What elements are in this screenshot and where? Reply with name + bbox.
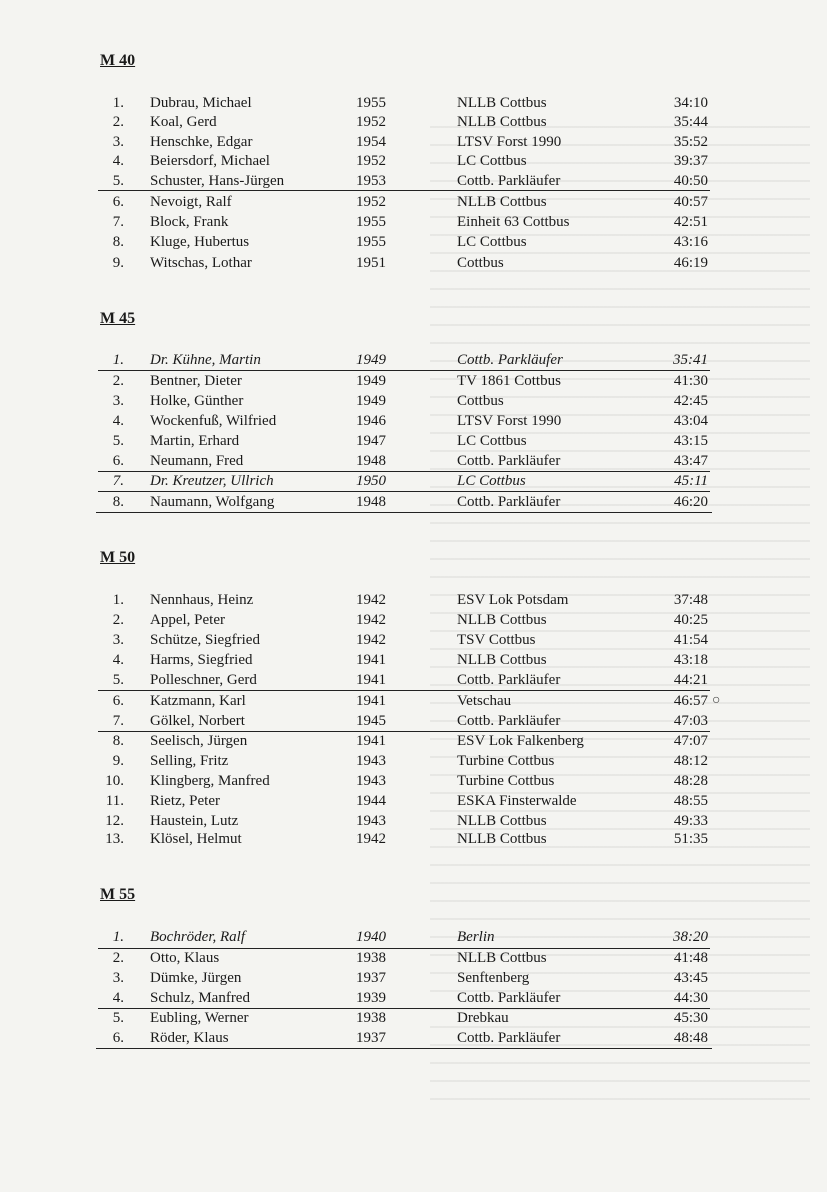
place: 8. [112,733,124,749]
club: LC Cottbus [457,473,526,489]
runner-name: Nennhaus, Heinz [150,592,254,608]
birth-year: 1941 [356,652,386,668]
birth-year: 1949 [356,373,386,389]
birth-year: 1937 [356,970,386,986]
runner-name: Naumann, Wolfgang [150,494,275,510]
place: 3. [112,632,124,648]
table-row [0,212,827,232]
place: 6. [112,1030,124,1046]
finish-time: 37:48 [673,592,708,608]
table-row [0,590,827,610]
finish-time: 49:33 [673,813,708,829]
place: 4. [112,990,124,1006]
runner-name: Bochröder, Ralf [150,929,245,945]
table-row [0,691,827,711]
birth-year: 1940 [356,929,386,945]
table-row [0,829,827,849]
birth-year: 1949 [356,352,386,368]
birth-year: 1942 [356,592,386,608]
club: Berlin [457,929,495,945]
finish-time: 44:30 [673,990,708,1006]
club: NLLB Cottbus [457,194,547,210]
birth-year: 1950 [356,473,386,489]
finish-time: 42:51 [673,214,708,230]
birth-year: 1948 [356,453,386,469]
table-row [0,1028,827,1048]
margin-circle-mark: ○ [712,693,721,708]
runner-name: Otto, Klaus [150,950,220,966]
section-heading: M 50 [100,549,136,566]
section-end-line [96,512,712,513]
finish-time: 44:21 [673,672,708,688]
runner-name: Katzmann, Karl [150,693,246,709]
runner-name: Bentner, Dieter [150,373,242,389]
table-row [0,731,827,751]
table-row [0,411,827,431]
finish-time: 45:11 [674,473,708,489]
club: ESV Lok Potsdam [457,592,569,608]
place: 5. [112,433,124,449]
table-row [0,391,827,411]
birth-year: 1942 [356,632,386,648]
place: 4. [112,153,124,169]
table-row [0,451,827,471]
runner-name: Haustein, Lutz [150,813,239,829]
finish-time: 43:45 [673,970,708,986]
finish-time: 41:48 [673,950,708,966]
table-row [0,112,827,132]
birth-year: 1942 [356,831,386,847]
finish-time: 45:30 [673,1010,708,1026]
finish-time: 43:16 [673,234,708,250]
finish-time: 40:25 [673,612,708,628]
runner-name: Klösel, Helmut [150,831,242,847]
runner-name: Neumann, Fred [150,453,244,469]
birth-year: 1939 [356,990,386,1006]
table-row [0,948,827,968]
birth-year: 1938 [356,950,386,966]
birth-year: 1941 [356,733,386,749]
club: Senftenberg [457,970,530,986]
birth-year: 1954 [356,134,386,150]
club: ESKA Finsterwalde [457,793,577,809]
club: Cottbus [457,393,504,409]
runner-name: Martin, Erhard [150,433,240,449]
club: LTSV Forst 1990 [457,413,562,429]
finish-time: 35:41 [673,352,708,368]
club: LC Cottbus [457,153,527,169]
finish-time: 47:03 [673,713,708,729]
runner-name: Appel, Peter [150,612,225,628]
place: 3. [112,970,124,986]
table-row [0,171,827,191]
birth-year: 1938 [356,1010,386,1026]
club: NLLB Cottbus [457,95,547,111]
place: 6. [112,453,124,469]
birth-year: 1946 [356,413,386,429]
runner-name: Harms, Siegfried [150,652,253,668]
finish-time: 35:52 [673,134,708,150]
table-row [0,811,827,831]
runner-name: Nevoigt, Ralf [150,194,232,210]
table-row [0,751,827,771]
runner-name: Beiersdorf, Michael [150,153,270,169]
birth-year: 1943 [356,773,386,789]
runner-name: Witschas, Lothar [150,255,252,271]
runner-name: Wockenfuß, Wilfried [150,413,277,429]
finish-time: 40:57 [673,194,708,210]
finish-time: 34:10 [673,95,708,111]
club: LC Cottbus [457,234,527,250]
place: 1. [112,352,124,368]
birth-year: 1952 [356,114,386,130]
finish-time: 43:15 [673,433,708,449]
runner-name: Dr. Kühne, Martin [150,352,261,368]
runner-name: Henschke, Edgar [150,134,253,150]
runner-name: Seelisch, Jürgen [150,733,248,749]
club: Cottb. Parkläufer [457,352,563,368]
table-row [0,350,827,370]
place: 6. [112,693,124,709]
birth-year: 1952 [356,194,386,210]
table-row [0,192,827,212]
place: 2. [112,114,124,130]
club: LTSV Forst 1990 [457,134,562,150]
place: 5. [112,1010,124,1026]
table-row [0,93,827,113]
section-heading: M 55 [100,886,136,903]
table-row [0,471,827,491]
place: 12. [105,813,124,829]
table-row [0,151,827,171]
birth-year: 1945 [356,713,386,729]
runner-name: Holke, Günther [150,393,244,409]
place: 1. [112,592,124,608]
table-row [0,1008,827,1028]
place: 7. [112,713,124,729]
birth-year: 1949 [356,393,386,409]
club: Turbine Cottbus [457,773,555,789]
runner-name: Dr. Kreutzer, Ullrich [150,473,274,489]
club: Cottb. Parkläufer [457,990,561,1006]
runner-name: Block, Frank [150,214,229,230]
birth-year: 1943 [356,813,386,829]
table-row [0,630,827,650]
table-row [0,371,827,391]
finish-time: 35:44 [673,114,708,130]
finish-time: 43:18 [673,652,708,668]
table-row [0,988,827,1008]
club: Turbine Cottbus [457,753,555,769]
table-row [0,132,827,152]
finish-time: 48:12 [673,753,708,769]
club: Cottb. Parkläufer [457,494,561,510]
birth-year: 1955 [356,234,386,250]
finish-time: 47:07 [673,733,708,749]
finish-time: 46:20 [673,494,708,510]
place: 7. [112,473,124,489]
place: 1. [112,929,124,945]
place: 2. [112,612,124,628]
club: NLLB Cottbus [457,612,547,628]
qualifier-cut-line [98,190,710,191]
section-heading: M 45 [100,310,136,327]
table-row [0,253,827,273]
club: LC Cottbus [457,433,527,449]
section-end-line [96,1048,712,1049]
birth-year: 1937 [356,1030,386,1046]
club: Cottbus [457,255,504,271]
birth-year: 1941 [356,693,386,709]
birth-year: 1942 [356,612,386,628]
place: 5. [112,173,124,189]
club: NLLB Cottbus [457,831,547,847]
birth-year: 1948 [356,494,386,510]
club: Einheit 63 Cottbus [457,214,570,230]
place: 8. [112,494,124,510]
table-row [0,791,827,811]
finish-time: 48:28 [673,773,708,789]
place: 5. [112,672,124,688]
place: 9. [112,255,124,271]
club: TV 1861 Cottbus [457,373,561,389]
finish-time: 46:19 [673,255,708,271]
club: Cottb. Parkläufer [457,1030,561,1046]
club: Vetschau [457,693,512,709]
birth-year: 1947 [356,433,386,449]
place: 3. [112,134,124,150]
place: 10. [105,773,124,789]
runner-name: Schütze, Siegfried [150,632,260,648]
club: TSV Cottbus [457,632,536,648]
table-row [0,610,827,630]
table-row [0,670,827,690]
runner-name: Kluge, Hubertus [150,234,250,250]
table-row [0,232,827,252]
place: 6. [112,194,124,210]
club: NLLB Cottbus [457,813,547,829]
finish-time: 39:37 [673,153,708,169]
place: 8. [112,234,124,250]
club: NLLB Cottbus [457,950,547,966]
finish-time: 48:48 [673,1030,708,1046]
finish-time: 41:30 [673,373,708,389]
runner-name: Röder, Klaus [150,1030,229,1046]
finish-time: 38:20 [673,929,708,945]
finish-time: 51:35 [673,831,708,847]
runner-name: Gölkel, Norbert [150,713,245,729]
birth-year: 1941 [356,672,386,688]
finish-time: 40:50 [673,173,708,189]
finish-time: 41:54 [673,632,708,648]
runner-name: Klingberg, Manfred [150,773,270,789]
birth-year: 1955 [356,95,386,111]
club: Cottb. Parkläufer [457,672,561,688]
table-row [0,927,827,947]
runner-name: Schuster, Hans-Jürgen [150,173,285,189]
place: 11. [105,793,124,809]
finish-time: 43:47 [673,453,708,469]
finish-time: 46:57 [673,693,708,709]
place: 1. [112,95,124,111]
finish-time: 43:04 [673,413,708,429]
club: Cottb. Parkläufer [457,173,561,189]
place: 2. [112,373,124,389]
place: 3. [112,393,124,409]
table-row [0,431,827,451]
runner-name: Schulz, Manfred [150,990,250,1006]
runner-name: Rietz, Peter [150,793,220,809]
place: 2. [112,950,124,966]
club: Cottb. Parkläufer [457,453,561,469]
finish-time: 42:45 [673,393,708,409]
runner-name: Eubling, Werner [150,1010,249,1026]
place: 4. [112,413,124,429]
club: NLLB Cottbus [457,652,547,668]
table-row [0,492,827,512]
club: NLLB Cottbus [457,114,547,130]
finish-time: 48:55 [673,793,708,809]
table-row [0,771,827,791]
place: 9. [112,753,124,769]
birth-year: 1943 [356,753,386,769]
club: ESV Lok Falkenberg [457,733,584,749]
runner-name: Dubrau, Michael [150,95,252,111]
place: 7. [112,214,124,230]
birth-year: 1944 [356,793,386,809]
club: Cottb. Parkläufer [457,713,561,729]
birth-year: 1951 [356,255,386,271]
birth-year: 1952 [356,153,386,169]
runner-name: Selling, Fritz [150,753,229,769]
place: 4. [112,652,124,668]
table-row [0,711,827,731]
birth-year: 1953 [356,173,386,189]
table-row [0,650,827,670]
runner-name: Koal, Gerd [150,114,217,130]
runner-name: Dümke, Jürgen [150,970,242,986]
runner-name: Polleschner, Gerd [150,672,257,688]
place: 13. [105,831,124,847]
club: Drebkau [457,1010,509,1026]
birth-year: 1955 [356,214,386,230]
section-heading: M 40 [100,52,136,69]
table-row [0,968,827,988]
